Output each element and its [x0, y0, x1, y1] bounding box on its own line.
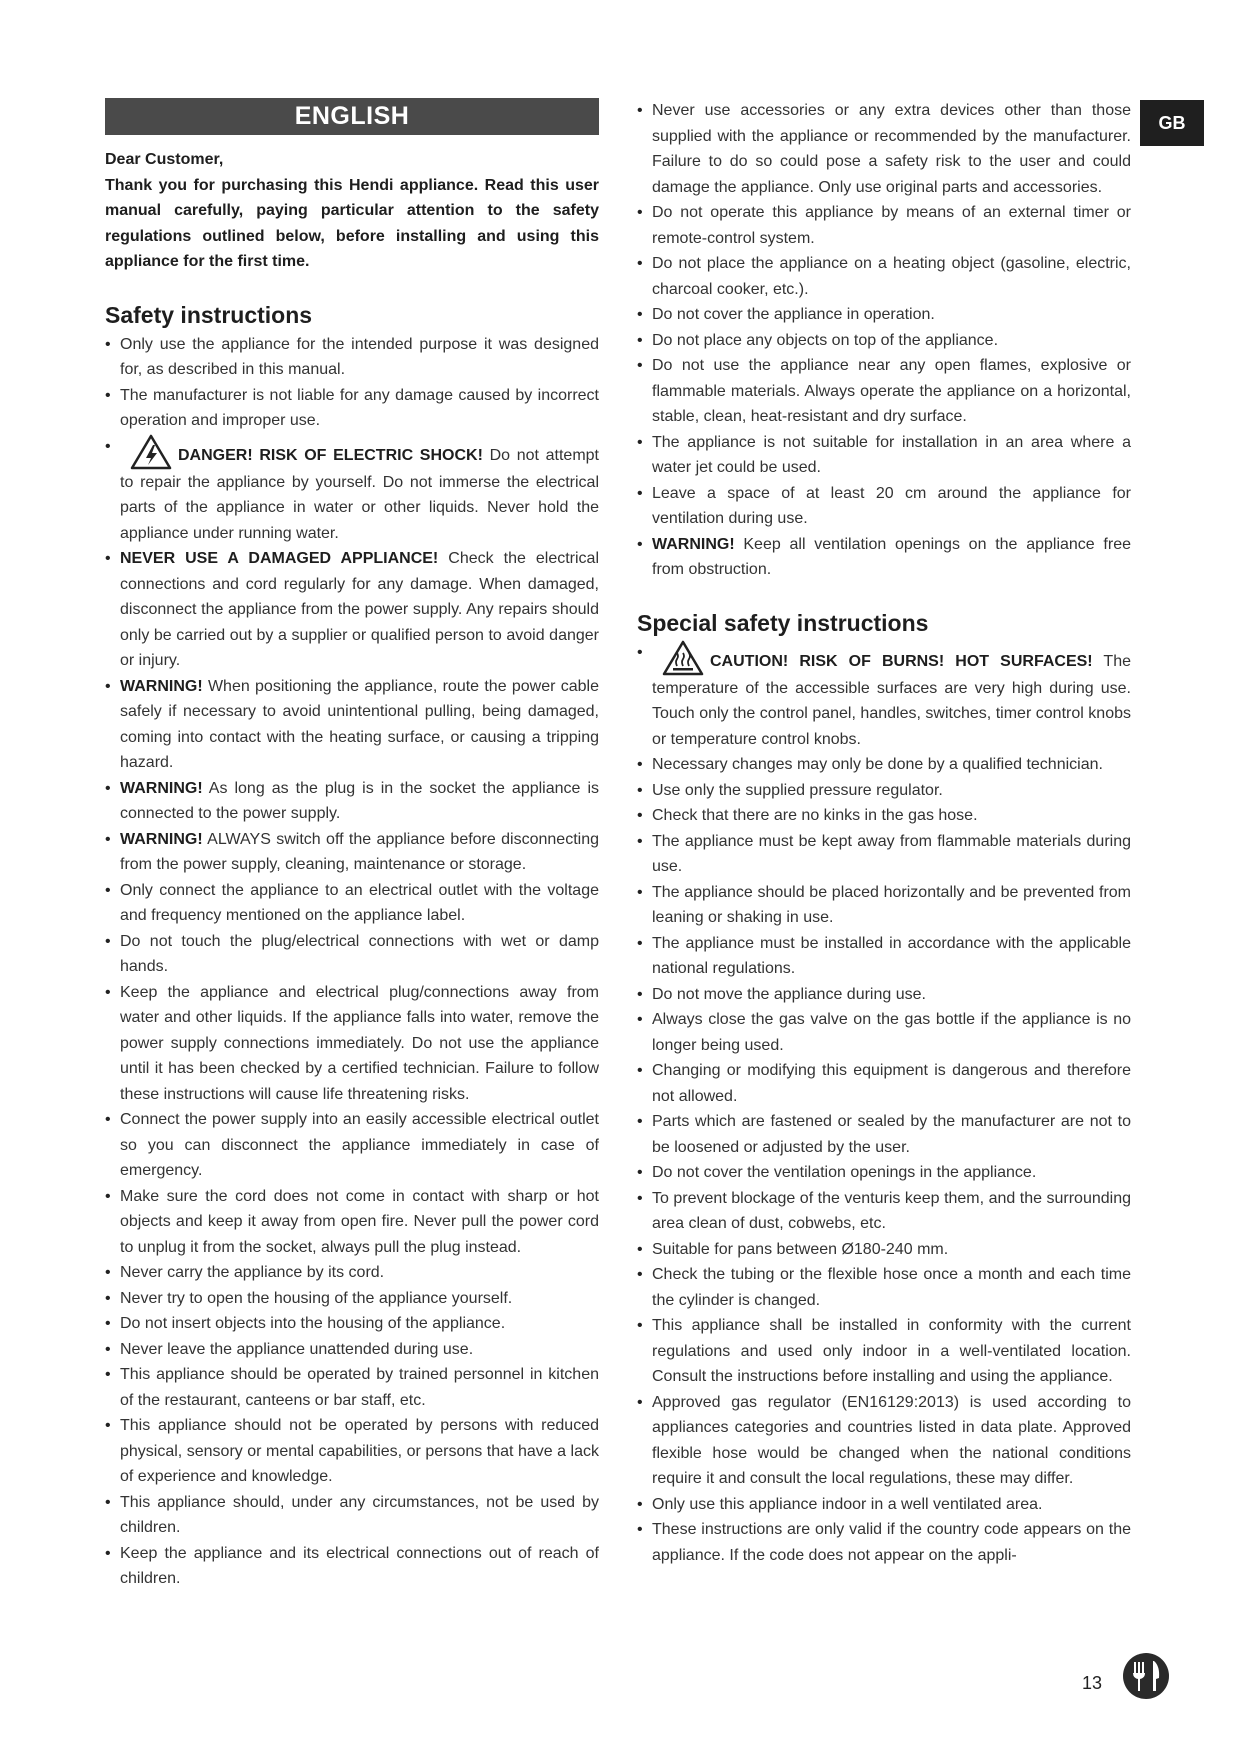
list-item: • To prevent blockage of the venturis keep them, and the surrounding area clean of dust, cobwebs, etc. — [637, 1186, 1131, 1237]
list-item: • Suitable for pans between Ø180-240 mm. — [637, 1237, 1131, 1263]
list-item: • Do not insert objects into the housing of the appliance. — [105, 1311, 599, 1337]
list-item: • Use only the supplied pressure regulator. — [637, 778, 1131, 804]
left-column — [105, 98, 599, 1592]
list-item: • This appliance should be operated by trained personnel in kitchen of the restaurant, canteens or bar staff, etc. — [105, 1362, 599, 1413]
list-item: • Never try to open the housing of the appliance yourself. — [105, 1286, 599, 1312]
list-item: • Do not use the appliance near any open flames, explosive or flammable materials. Always operate the appliance on a horizontal, stable, clean, heat-resistant and dry surface. — [637, 353, 1131, 430]
list-item: • CAUTION! RISK OF BURNS! HOT SURFACES! The temperature of the accessible surfaces are very high during use. Touch only the control panel, handles, switches, timer control knobs or temperature control knobs. — [637, 640, 1131, 753]
list-item: • The appliance should be placed horizontally and be prevented from leaning or shaking in use. — [637, 880, 1131, 931]
list-item: • WARNING! When positioning the appliance, route the power cable safely if necessary to avoid unintentional pulling, being damaged, coming into contact with the heating surface, or causing a tripping hazard. — [105, 674, 599, 776]
right-column — [637, 98, 1131, 1568]
list-item: • WARNING! ALWAYS switch off the appliance before disconnecting from the power supply, cleaning, maintenance or storage. — [105, 827, 599, 878]
list-item: • DANGER! RISK OF ELECTRIC SHOCK! Do not attempt to repair the appliance by yourself. Do not immerse the electrical parts of the appliance in water or other liquids. Never hold the appliance under running water. — [105, 434, 599, 547]
page-number: 13 — [1082, 1673, 1103, 1693]
list-item: • WARNING! As long as the plug is in the socket the appliance is connected to the power supply. — [105, 776, 599, 827]
list-item: • Parts which are fastened or sealed by the manufacturer are not to be loosened or adjusted by the user. — [637, 1109, 1131, 1160]
list-item: • Do not place any objects on top of the appliance. — [637, 328, 1131, 354]
list-item: • Connect the power supply into an easily accessible electrical outlet so you can disconnect the appliance immediately in case of emergency. — [105, 1107, 599, 1184]
list-item: • Check the tubing or the flexible hose once a month and each time the cylinder is changed. — [637, 1262, 1131, 1313]
list-item: • Do not cover the appliance in operation. — [637, 302, 1131, 328]
list-item: • Make sure the cord does not come in contact with sharp or hot objects and keep it away from open fire. Never pull the power cord to unplug it from the socket, always pull the plug instead. — [105, 1184, 599, 1261]
language-tab: GB — [1140, 100, 1204, 146]
list-item: • Approved gas regulator (EN16129:2013) is used according to appliances categories and countries listed in data plate. Approved flexible hose would be changed when the national conditions require it and consult the local regulations, these may differ. — [637, 1390, 1131, 1492]
language-header: ENGLISH — [105, 98, 599, 135]
greeting: Dear Customer, — [105, 151, 224, 168]
cutlery-logo-icon — [1122, 1652, 1170, 1700]
list-item: • WARNING! Keep all ventilation openings on the appliance free from obstruction. — [637, 532, 1131, 583]
list-item: • Never leave the appliance unattended during use. — [105, 1337, 599, 1363]
list-item: • Keep the appliance and its electrical connections out of reach of children. — [105, 1541, 599, 1592]
list-item: • Only use this appliance indoor in a well ventilated area. — [637, 1492, 1131, 1518]
list-item: • The manufacturer is not liable for any damage caused by incorrect operation and improper use. — [105, 383, 599, 434]
list-item: • Do not touch the plug/electrical connections with wet or damp hands. — [105, 929, 599, 980]
special-safety-list — [637, 640, 1131, 1569]
list-item: • Do not operate this appliance by means of an external timer or remote-control system. — [637, 200, 1131, 251]
list-item: • Leave a space of at least 20 cm around the appliance for ventilation during use. — [637, 481, 1131, 532]
safety-heading: Safety instructions — [105, 301, 313, 328]
safety-list — [105, 332, 599, 1592]
list-item: • Only use the appliance for the intended purpose it was designed for, as described in this manual. — [105, 332, 599, 383]
list-item: • Always close the gas valve on the gas bottle if the appliance is no longer being used. — [637, 1007, 1131, 1058]
list-item: • The appliance is not suitable for installation in an area where a water jet could be used. — [637, 430, 1131, 481]
special-safety-heading: Special safety instructions — [637, 609, 929, 636]
hot-surface-warning-icon — [662, 640, 704, 676]
general-continued-list — [637, 98, 1131, 583]
intro — [105, 147, 599, 275]
list-item: • These instructions are only valid if the country code appears on the appliance. If the code does not appear on the appli- — [637, 1517, 1131, 1568]
list-item: • The appliance must be kept away from flammable materials during use. — [637, 829, 1131, 880]
list-item: • This appliance shall be installed in conformity with the current regulations and used only indoor in a well-ventilated location. Consult the instructions before installing and using the appliance. — [637, 1313, 1131, 1390]
list-item: • Only connect the appliance to an electrical outlet with the voltage and frequency mentioned on the appliance label. — [105, 878, 599, 929]
list-item: • This appliance should not be operated by persons with reduced physical, sensory or mental capabilities, or persons that have a lack of experience and knowledge. — [105, 1413, 599, 1490]
list-item: • The appliance must be installed in accordance with the applicable national regulations. — [637, 931, 1131, 982]
list-item: • Never use accessories or any extra devices other than those supplied with the appliance or recommended by the manufacturer. Failure to do so could pose a safety risk to the user and could damage the appliance. Only use original parts and accessories. — [637, 98, 1131, 200]
list-item: • Do not move the appliance during use. — [637, 982, 1131, 1008]
list-item: • Do not place the appliance on a heating object (gasoline, electric, charcoal cooker, etc.). — [637, 251, 1131, 302]
list-item: • This appliance should, under any circumstances, not be used by children. — [105, 1490, 599, 1541]
list-item: • Necessary changes may only be done by a qualified technician. — [637, 752, 1131, 778]
intro-text: Thank you for purchasing this Hendi appliance. Read this user manual carefully, paying particular attention to the safety regulations outlined below, before installing and using this appliance for the first time. — [105, 176, 599, 270]
electric-shock-warning-icon — [130, 434, 172, 470]
list-item: • NEVER USE A DAMAGED APPLIANCE! Check the electrical connections and cord regularly for any damage. When damaged, disconnect the appliance from the power supply. Any repairs should only be carried out by a supplier or qualified person to avoid danger or injury. — [105, 546, 599, 674]
list-item: • Never carry the appliance by its cord. — [105, 1260, 599, 1286]
list-item: • Check that there are no kinks in the gas hose. — [637, 803, 1131, 829]
list-item: • Do not cover the ventilation openings in the appliance. — [637, 1160, 1131, 1186]
list-item: • Changing or modifying this equipment is dangerous and therefore not allowed. — [637, 1058, 1131, 1109]
list-item: • Keep the appliance and electrical plug/connections away from water and other liquids. If the appliance falls into water, remove the power supply connections immediately. Do not use the appliance until it has been checked by a certified technician. Failure to follow these instructions will cause life threatening risks. — [105, 980, 599, 1108]
